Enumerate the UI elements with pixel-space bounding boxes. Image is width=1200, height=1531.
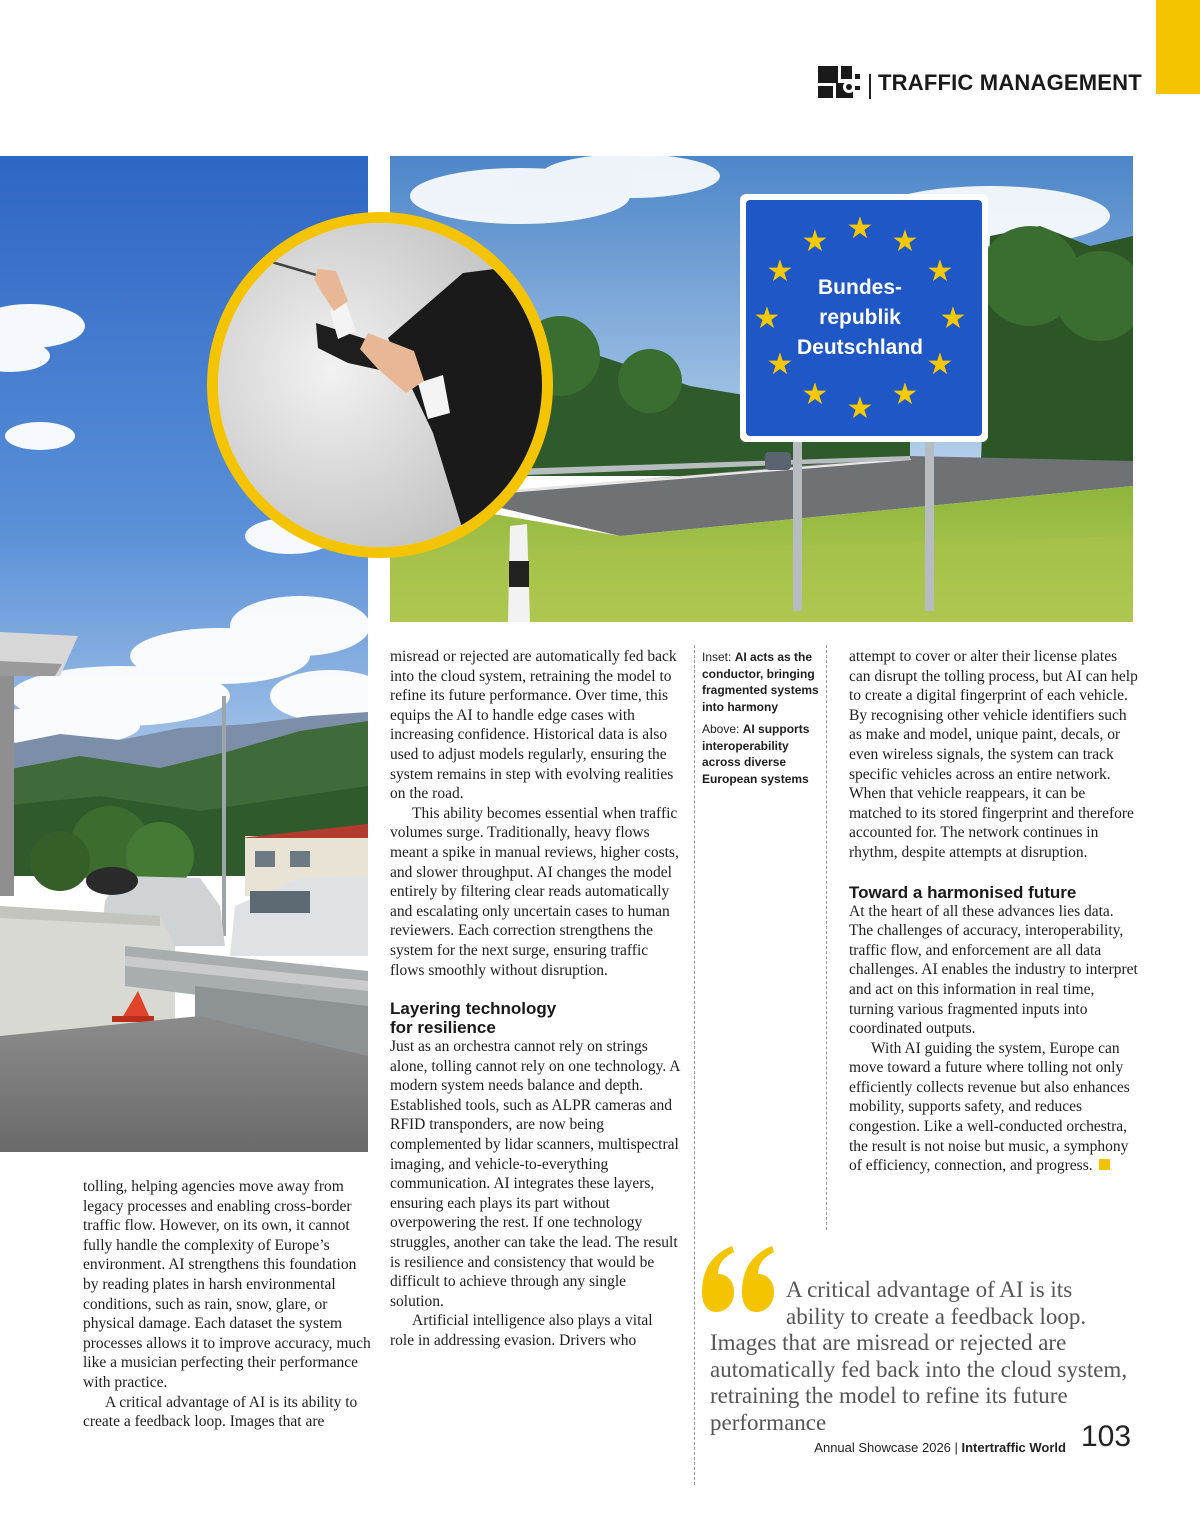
sign-text-line-1: Bundes- bbox=[818, 276, 902, 299]
column-2-paragraph: misread or rejected are automatically fed back into the cloud system, retraining the model to refine its future performance. Over time, this equips the AI to handle edge cases with increasing confidence. Historical data is also used to adjust models regularly, ensuring the system remains in step with evolving realities on the road. bbox=[390, 648, 677, 803]
orchestra-conductor-photo bbox=[207, 212, 553, 558]
svg-text:★: ★ bbox=[846, 391, 874, 426]
sign-text-line-2: republik bbox=[819, 306, 901, 329]
svg-text:★: ★ bbox=[926, 347, 954, 382]
article-column-2 bbox=[390, 647, 680, 1351]
pull-quote-remaining-lines: Images that are misread or rejected are automatically fed back into the cloud system, retraining the model to refine its future performance bbox=[710, 1330, 1128, 1435]
svg-text:★: ★ bbox=[939, 301, 967, 336]
svg-text:★: ★ bbox=[801, 224, 829, 259]
traffic-management-logo-icon bbox=[818, 66, 860, 98]
subheading-line-2: for resilience bbox=[390, 1018, 496, 1038]
caption-above bbox=[702, 721, 826, 787]
photo-captions bbox=[702, 649, 826, 793]
subheading-layering-technology bbox=[390, 999, 680, 1037]
column-3-last-paragraph bbox=[849, 1039, 1141, 1176]
article-column-1 bbox=[83, 1177, 371, 1432]
column-3-paragraph: attempt to cover or alter their license plates can disrupt the tolling process, but AI can help to create a digital fingerprint of each vehicle. By recognising other vehicle identifiers such as make and model, unique paint, decals, or even wireless signals, the system can track specific vehicles across an entire network. When that vehicle reappears, it can be matched to its stored fingerprint and therefore accounted for. The network continues in rhythm, despite attempts at disruption. bbox=[849, 648, 1138, 861]
page-number: 103 bbox=[1081, 1420, 1132, 1453]
svg-text:★: ★ bbox=[846, 211, 874, 246]
footer-publication-prefix: Annual Showcase 2026 | bbox=[814, 1440, 962, 1455]
svg-text:★: ★ bbox=[891, 224, 919, 259]
pull-quote-first-lines: A critical advantage of AI is its ability to create a feedback loop. bbox=[786, 1277, 1087, 1329]
svg-text:★: ★ bbox=[891, 377, 919, 412]
svg-text:★: ★ bbox=[753, 301, 781, 336]
footer-publication-name: Intertraffic World bbox=[961, 1440, 1066, 1455]
column-1-paragraph: tolling, helping agencies move away from legacy processes and enabling cross-border traffic flow. However, on its own, it cannot fully handle the complexity of Europe’s environment. AI strengthens this foundation by reading plates in harsh environmental conditions, such as rain, snow, glare, or physical damage. Each dataset the system processes allows it to improve accuracy, much like a musician perfecting their performance with practice. bbox=[83, 1178, 371, 1391]
subheading-line-1: Layering technology bbox=[390, 999, 557, 1019]
svg-text:★: ★ bbox=[766, 347, 794, 382]
caption-inset bbox=[702, 649, 826, 715]
yellow-corner-tab bbox=[1156, 0, 1200, 94]
caption-text: AI supports interoperability across diverse European systems bbox=[702, 722, 810, 786]
svg-text:★: ★ bbox=[766, 254, 794, 289]
section-title-divider bbox=[869, 74, 871, 99]
column-1-paragraph: A critical advantage of AI is its ability to create a feedback loop. Images that are bbox=[83, 1393, 358, 1431]
column-2-paragraph: Artificial intelligence also plays a vital role in addressing evasion. Drivers who bbox=[390, 1312, 653, 1349]
sign-text-line-3: Deutschland bbox=[796, 336, 924, 359]
column-3-paragraph: At the heart of all these advances lies data. The challenges of accuracy, interoperability, traffic flow, and enforcement are all data challenges. AI enables the industry to interpret and act on this information in real time, turning various fragmented inputs into coordinated outputs. bbox=[849, 902, 1138, 1038]
quote-mark-icon bbox=[698, 1244, 780, 1314]
section-title: TRAFFIC MANAGEMENT bbox=[878, 70, 1142, 95]
column-3-paragraph-text: With AI guiding the system, Europe can move toward a future where tolling not only efficiently collects revenue but also enhances mobility, supports safety, and reduces congestion. Like a well-conducted orchestra, the result is not noise but music, a symphony of efficiency, connection, and progress. bbox=[849, 1039, 1130, 1175]
column-2-paragraph: Just as an orchestra cannot rely on strings alone, tolling cannot rely on one technology. A modern system needs balance and depth. Established tools, such as ALPR cameras and RFID transponders, are now being complemented by lidar scanners, multispectral imaging, and vehicle-to-everything communication. AI integrates these layers, ensuring each plays its part without overpowering the rest. If one technology struggles, another can take the lead. The result is resilience and consistency that would be difficult to achieve through any single solution. bbox=[390, 1038, 680, 1310]
caption-prefix: Inset: bbox=[702, 650, 735, 664]
subheading-harmonised-future: Toward a harmonised future bbox=[849, 882, 1077, 902]
article-end-mark bbox=[1099, 1159, 1110, 1170]
article-column-3 bbox=[849, 647, 1141, 1176]
column-divider-left bbox=[694, 645, 695, 1485]
caption-text: AI acts as the conductor, bringing fragmented systems into harmony bbox=[702, 650, 819, 714]
svg-text:★: ★ bbox=[926, 254, 954, 289]
column-2-paragraph: This ability becomes essential when traffic volumes surge. Traditionally, heavy flows meant a spike in manual reviews, higher costs, and slower throughput. AI changes the model entirely by filtering clear reads automatically and escalating only uncertain cases to human reviewers. Each correction strengthens the system for the next surge, ensuring traffic flows smoothly without disruption. bbox=[390, 804, 679, 979]
publication-footer bbox=[814, 1440, 1066, 1455]
caption-prefix: Above: bbox=[702, 722, 743, 736]
column-divider-right bbox=[826, 645, 827, 1230]
svg-text:★: ★ bbox=[801, 377, 829, 412]
